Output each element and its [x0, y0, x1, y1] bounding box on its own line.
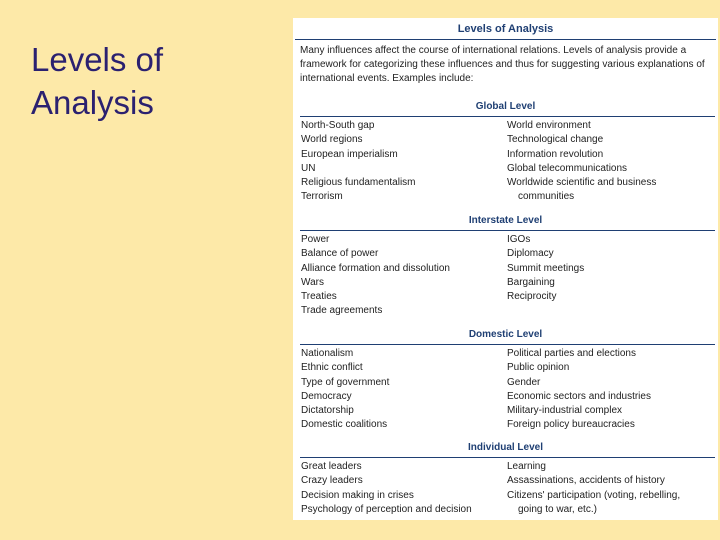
slide-title-line-1: Levels of	[31, 41, 164, 78]
figure-title-divider	[295, 39, 716, 40]
list-item: Alliance formation and dissolution	[301, 262, 450, 274]
level-title-domestic: Domestic Level	[468, 329, 543, 340]
list-item: Global telecommunications	[507, 162, 628, 174]
list-item: Religious fundamentalism	[301, 177, 416, 189]
list-item: Terrorism	[301, 191, 343, 203]
list-item: Technological change	[507, 134, 604, 146]
level-title-global: Global Level	[475, 101, 536, 112]
level-domestic-left-column	[301, 347, 389, 433]
list-item: Summit meetings	[507, 262, 585, 274]
list-item: IGOs	[507, 234, 531, 245]
list-item: Dictatorship	[301, 405, 354, 417]
list-item: European imperialism	[301, 148, 398, 160]
list-item: communities	[518, 191, 575, 203]
level-title-individual: Individual Level	[467, 442, 544, 453]
list-item: Reciprocity	[507, 291, 557, 303]
list-item: going to war, etc.)	[518, 503, 597, 515]
list-item: Domestic coalitions	[301, 419, 388, 431]
level-divider-global	[300, 116, 715, 117]
list-item: Power	[301, 234, 330, 245]
list-item: Trade agreements	[301, 305, 383, 317]
level-individual-left-column	[301, 460, 472, 517]
list-item: Psychology of perception and decision	[301, 503, 472, 515]
list-item: Citizens' participation (voting, rebelling,	[507, 489, 681, 501]
list-item: Bargaining	[507, 276, 555, 288]
level-individual-right-column	[507, 460, 680, 517]
list-item: Balance of power	[301, 248, 379, 260]
list-item: Type of government	[301, 376, 390, 388]
list-item: Great leaders	[301, 461, 362, 472]
list-item: Gender	[507, 376, 541, 388]
list-item: Diplomacy	[507, 248, 554, 260]
list-item: Nationalism	[301, 348, 354, 359]
slide-title-line-2: Analysis	[31, 84, 154, 121]
list-item: World regions	[301, 134, 363, 146]
list-item: Military-industrial complex	[507, 405, 623, 417]
list-item: Decision making in crises	[301, 489, 414, 501]
list-item: Learning	[507, 461, 546, 472]
list-item: World environment	[507, 120, 591, 131]
list-item: Wars	[301, 276, 324, 288]
list-item: North-South gap	[301, 120, 375, 131]
level-divider-domestic	[300, 344, 715, 345]
level-global-right-column	[507, 119, 656, 205]
level-interstate-right-column	[507, 233, 584, 304]
list-item: Treaties	[301, 291, 337, 303]
list-item: Public opinion	[507, 362, 570, 374]
list-item: Democracy	[301, 390, 352, 402]
list-item: UN	[301, 162, 316, 174]
list-item: Political parties and elections	[507, 348, 636, 359]
list-item: Economic sectors and industries	[507, 390, 651, 402]
slide-title	[31, 38, 163, 124]
level-domestic-right-column	[507, 347, 651, 433]
list-item: Information revolution	[507, 148, 604, 160]
figure-intro: Many influences affect the course of international relations. Levels of analysis provide a framework for categorizing these influences and thus for suggesting various explanations of international events. Examples include:	[300, 45, 705, 84]
list-item: Ethnic conflict	[301, 362, 363, 374]
list-item: Crazy leaders	[301, 475, 363, 487]
level-divider-individual	[300, 457, 715, 458]
level-divider-interstate	[300, 230, 715, 231]
level-interstate-left-column	[301, 233, 450, 319]
list-item: Worldwide scientific and business	[507, 177, 657, 189]
level-title-interstate: Interstate Level	[468, 215, 543, 226]
levels-of-analysis-figure	[293, 18, 718, 520]
level-global-left-column	[301, 119, 416, 205]
list-item: Assassinations, accidents of history	[507, 475, 665, 487]
list-item: Foreign policy bureaucracies	[507, 419, 635, 431]
figure-title: Levels of Analysis	[457, 23, 554, 35]
